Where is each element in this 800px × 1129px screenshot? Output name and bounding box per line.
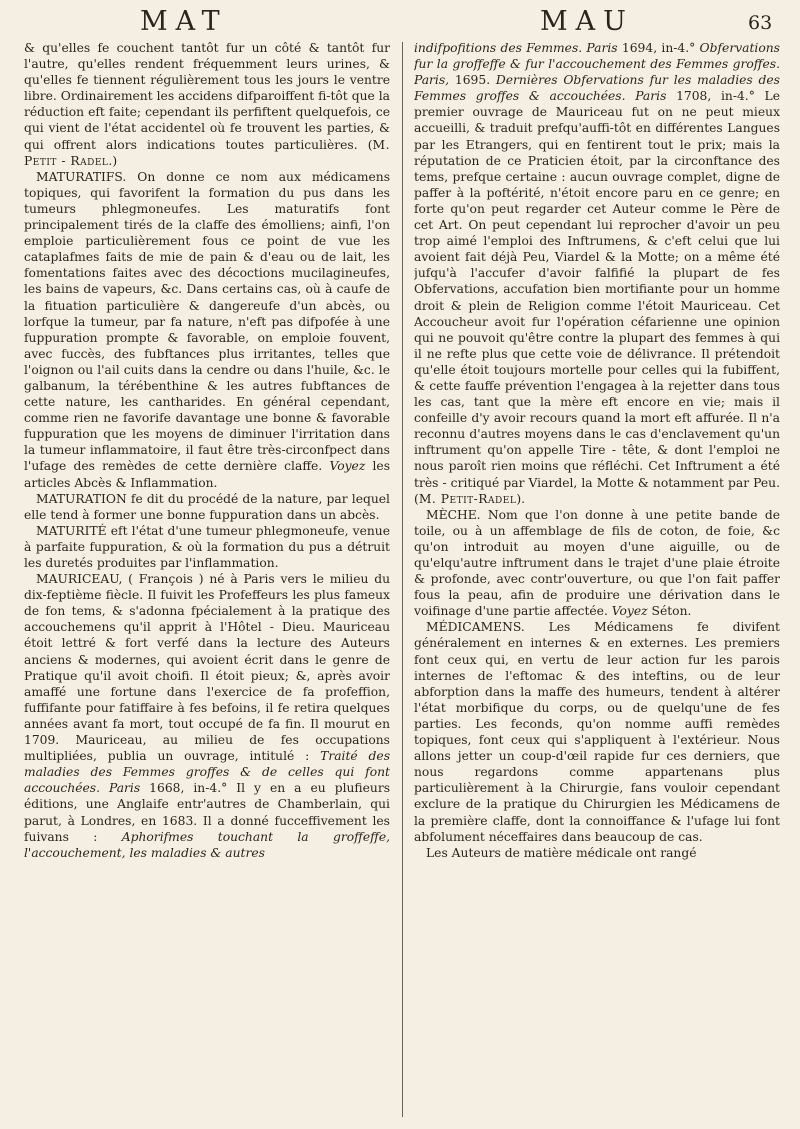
paragraph bbox=[24, 523, 390, 571]
text-run: Traité des maladies des Femmes groffes & de celles qui font accouchées. Paris bbox=[24, 749, 390, 796]
running-header bbox=[0, 6, 800, 42]
header-left-title: MAT bbox=[140, 6, 228, 37]
text-run: M. Petit-Radel bbox=[418, 491, 517, 506]
text-run: & qu'elles fe couchent tantôt fur un côté & tantôt fur l'autre, qu'elles rendent fréquemment leurs urines, & qu'elles fe tiennent régulièrement tous les jours le ventre libre. Ordinairement les accidens difparoiffent fi-tôt que la réduction eft faite; cependant ils perfiftent quelquefois, ce qui vient de l'état accidentel où fe trouvent les parties, & qui offrent alors indications toutes particulières. ( bbox=[24, 41, 390, 152]
text-run: les articles Abcès & Inflammation. bbox=[24, 459, 390, 490]
header-right-title: MAU bbox=[540, 6, 634, 37]
text-run: indifpofitions des Femmes. Paris bbox=[414, 41, 618, 55]
text-run: MÈCHE. Nom que l'on donne à une petite bande de toile, ou à un affemblage de fils de coton, de foie, &c qu'on introduit au moyen d'une aiguille, ou de qu'elqu'autre inftrument dans le trajet d'une plaie étroite & profonde, avec contr'ouverture, ou que l'on fait paffer fous la peau, afin de produire une dérivation dans le voifinage d'une partie affectée. bbox=[414, 507, 780, 619]
paragraph bbox=[414, 40, 780, 507]
paragraph bbox=[414, 845, 780, 861]
text-run: 1668, in-4.° Il y en a eu plufieurs éditions, une Anglaife entr'autres de Chamberlain, qui parut, à Londres, en 1683. Il a donné fucceffivement les fuivans : bbox=[24, 781, 390, 844]
paragraph bbox=[24, 571, 390, 861]
text-run: MATURATIFS. On donne ce nom aux médicamens topiques, qui favorifent la formation du pus dans les tumeurs phlegmoneufes. Les maturatifs font principalement tirés de la claffe des émolliens; ainfi, l'on emploie particulièrement fous ce point de vue les cataplafmes faits de mie de pain & d'eau ou de lait, les fomentations faites avec des décoctions mucilagineufes, les bains de vapeurs, &c. Dans certains cas, où à caufe de la fituation particulière & dangereufe d'un abcès, ou lorfque la tumeur, par fa nature, n'eft pas difpofée à une fuppuration prompte & favorable, on emploie fouvent, avec fuccès, des fubftances plus irritantes, telles que l'oignon ou l'ail cuits dans la cendre ou dans l'huile, &c. le galbanum, la térébenthine & les autres fubftances de cette nature, les cantharides. En général cependant, comme rien ne favorife davantage une bonne & favorable fuppuration que les moyens de diminuer l'irritation dans la tumeur inflammatoire, il faut être très-circonfpect dans l'ufage des remèdes de cette dernière claffe. bbox=[24, 169, 390, 474]
text-run: MATURATION fe dit du procédé de la nature, par lequel elle tend à former une bonne fuppuration dans un abcès. bbox=[24, 491, 390, 522]
page-number: 63 bbox=[748, 12, 773, 34]
text-run: 1695. bbox=[449, 73, 496, 88]
text-run: ). bbox=[516, 491, 526, 506]
paragraph bbox=[24, 491, 390, 523]
left-column bbox=[24, 40, 390, 1118]
paragraph bbox=[414, 619, 780, 844]
text-run: MATURITÉ eft l'état d'une tumeur phlegmoneufe, venue à parfaite fuppuration, & où la formation du pus a détruit les duretés produites par l'inflammation. bbox=[24, 523, 390, 570]
text-run: MÉDICAMENS. Les Médicamens fe divifent généralement en internes & en externes. Les premiers font ceux qui, en vertu de leur action fur les parois internes de l'eftomac & des inteftins, ou de leur abforption dans la maffe des humeurs, tendent à altérer l'état morbifique du corps, ou de quelqu'une de fes parties. Les feconds, qu'on nomme auffi remèdes topiques, font ceux qui s'appliquent à l'extérieur. Nous allons jetter un coup-d'œil rapide fur ces derniers, que nous regardons comme appartenans plus particulièrement à la Chirurgie, fans vouloir cependant exclure de la pratique du Chirurgien les Médicamens de la première claffe, dont la connoiffance & l'ufage lui font abfolument néceffaires dans beaucoup de cas. bbox=[414, 620, 780, 844]
text-run: MAURICEAU, ( François ) né à Paris vers le milieu du dix-feptième fiècle. Il fuivit les Profeffeurs les plus fameux de fon tems, & s'adonna fpécialement à la pratique des accouchemens qu'il apprit à l'Hôtel - Dieu. Mauriceau étoit lettré & fort verfé dans la lecture des Auteurs anciens & modernes, qui avoient écrit dans le genre de Pratique qu'il avoit choifi. Il étoit pieux; &, après avoir amaffé une fortune dans l'exercice de fa profeffion, fuffifante pour fatiffaire à fes befoins, il fe retira quelques années avant fa mort, tout occupé de fa fin. Il mourut en 1709. Mauriceau, au milieu de fes occupations multipliées, publia un ouvrage, intitulé : bbox=[24, 572, 390, 764]
paragraph bbox=[24, 169, 390, 491]
text-run: .) bbox=[108, 153, 118, 168]
text-run: Aphorifmes touchant la groffeffe, l'accouchement, les maladies & autres bbox=[24, 829, 390, 860]
text-run: Voyez bbox=[329, 459, 366, 474]
text-run: M. Petit - Radel bbox=[24, 137, 390, 168]
paragraph bbox=[24, 40, 390, 169]
text-run: Séton. bbox=[647, 604, 692, 619]
text-run: 1708, in-4.° Le premier ouvrage de Mauriceau fut on ne peut mieux accueilli, & traduit prefqu'auffi-tôt en différentes Langues par les Etrangers, qui en fentirent tout le prix; mais la réputation de ce Praticien étoit, par la circonftance des tems, prefque certaine : aucun ouvrage complet, digne de paffer à la poftérité, n'étoit encore paru en ce genre; en forte qu'on peut regarder cet Auteur comme le Père de cet Art. On peut cependant lui reprocher d'avoir un peu trop aimé l'emploi des Inftrumens, & c'eft celui que lui avoient fait déjà Peu, Viardel & la Motte; on a même été jufqu'à l'accufer d'avoir falfifié la plupart de fes Obfervations, accufation bien mortifiante pour un homme droit & plein de Religion comme l'étoit Mauriceau. Cet Accoucheur avoit fur l'opération céfarienne une opinion qui ne pouvoit qu'être contre la plupart des femmes à qui il ne refte plus que cette voie de délivrance. Il prétendoit qu'elle étoit toujours mortelle pour celles qui la fubiffent, & cette fauffe prévention l'engagea à la rejetter dans tous les cas, tant que la mère eft encore en vie; mais il confeille d'y avoir recours quand la mort eft affurée. Il n'a reconnu d'autres moyens dans le cas d'enclavement qu'un inftrument qu'on appelle Tire - tête, & dont l'emploi ne nous paroît rien moins que réfléchi. Cet Inftrument a été très - critiqué par Viardel, la Motte & notamment par Peu. ( bbox=[414, 89, 780, 506]
text-run: 1694, in-4.° bbox=[617, 41, 700, 55]
text-run: Voyez bbox=[611, 604, 648, 619]
column-divider bbox=[402, 42, 403, 1117]
paragraph bbox=[414, 507, 780, 620]
right-column bbox=[414, 40, 780, 1118]
text-run: Obfervations fur la groffeffe & fur l'accouchement des Femmes groffes. Paris, bbox=[414, 41, 780, 88]
text-run: Dernières Obfervations fur les maladies des Femmes groffes & accouchées. Paris bbox=[414, 73, 780, 104]
text-run: Les Auteurs de matière médicale ont rangé bbox=[426, 845, 697, 860]
